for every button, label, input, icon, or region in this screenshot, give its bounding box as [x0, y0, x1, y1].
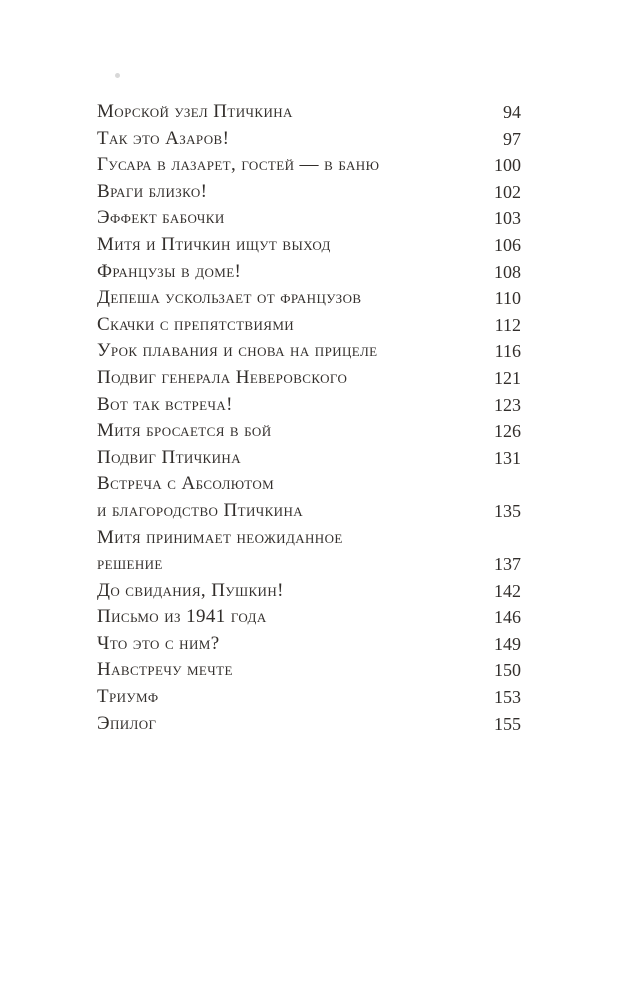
- toc-title-line: Митя принимает неожиданное: [97, 526, 343, 548]
- toc-entry-title: [97, 471, 303, 524]
- toc-entry-title: [97, 657, 233, 684]
- toc-title-line: решение: [97, 553, 163, 575]
- toc-entry: [97, 418, 521, 445]
- toc-entry-title: [97, 205, 225, 232]
- toc-entry-page-number: 142: [494, 580, 521, 601]
- toc-title-line: Что это с ним?: [97, 632, 220, 654]
- toc-entry-page-number: 131: [494, 447, 521, 468]
- toc-entry: [97, 578, 521, 605]
- toc-title-line: Гусара в лазарет, гостей — в баню: [97, 154, 380, 176]
- toc-title-line: Эффект бабочки: [97, 207, 225, 229]
- toc-entry-page-number: 116: [494, 341, 521, 362]
- toc-entry-page-number: 135: [494, 500, 521, 521]
- toc-entry: [97, 232, 521, 259]
- toc-entry-title: [97, 285, 361, 312]
- toc-entry-title: [97, 392, 233, 419]
- toc-entry-page-number: 153: [494, 687, 521, 708]
- toc-entry-page-number: 106: [494, 234, 521, 255]
- toc-entry-title: [97, 578, 284, 605]
- toc-entry-title: [97, 365, 347, 392]
- toc-entry: [97, 99, 521, 126]
- toc-title-line: Вот так встреча!: [97, 393, 233, 415]
- toc-entry-page-number: 146: [494, 607, 521, 628]
- toc-title-line: Письмо из 1941 года: [97, 606, 267, 628]
- toc-entry: [97, 126, 521, 153]
- toc-title-line: Эпилог: [97, 712, 157, 734]
- toc-entry-title: [97, 312, 294, 339]
- toc-entry-page-number: 94: [503, 102, 521, 122]
- toc-entry: [97, 711, 521, 738]
- scan-speck: [115, 73, 120, 78]
- toc-title-line: Скачки с препятствиями: [97, 313, 295, 335]
- toc-entry: [97, 152, 521, 179]
- toc-title-line: Так это Азаров!: [97, 127, 230, 149]
- toc-title-line: До свидания, Пушкин!: [97, 579, 284, 601]
- table-of-contents: [97, 99, 521, 737]
- toc-entry-title: [97, 418, 272, 445]
- toc-entry-title: [97, 179, 207, 206]
- toc-title-line: Подвиг генерала Неверовского: [97, 366, 348, 388]
- toc-entry: [97, 604, 521, 631]
- toc-title-line: Митя бросается в бой: [97, 420, 272, 442]
- toc-entry-page-number: 150: [494, 660, 521, 681]
- toc-entry-page-number: 155: [494, 713, 521, 734]
- toc-entry: [97, 338, 521, 365]
- toc-entry-title: [97, 631, 220, 658]
- toc-entry-title: [97, 338, 378, 365]
- toc-entry: [97, 631, 521, 658]
- toc-entry: [97, 684, 521, 711]
- toc-entry: [97, 179, 521, 206]
- toc-entry-title: [97, 445, 241, 472]
- toc-title-line: Встреча с Абсолютом: [97, 473, 275, 495]
- toc-title-line: Враги близко!: [97, 180, 208, 202]
- toc-title-line: Французы в доме!: [97, 260, 242, 282]
- toc-entry-page-number: 126: [494, 421, 521, 442]
- toc-entry-page-number: 149: [494, 633, 521, 654]
- toc-entry-title: [97, 152, 379, 179]
- toc-entry: [97, 205, 521, 232]
- toc-entry-page-number: 108: [494, 261, 521, 282]
- toc-entry-page-number: 110: [494, 288, 521, 309]
- toc-entry-page-number: 102: [494, 181, 521, 202]
- toc-entry: [97, 392, 521, 419]
- toc-title-line: Митя и Птичкин ищут выход: [97, 233, 331, 255]
- toc-entry: [97, 471, 521, 524]
- toc-entry-title: [97, 232, 331, 259]
- toc-entry-page-number: 137: [494, 554, 521, 575]
- toc-entry-title: [97, 684, 159, 711]
- toc-entry: [97, 285, 521, 312]
- toc-entry-title: [97, 604, 267, 631]
- toc-entry-page-number: 112: [494, 314, 521, 335]
- toc-title-line: Урок плавания и снова на прицеле: [97, 340, 378, 362]
- toc-title-line: Триумф: [97, 686, 159, 708]
- toc-entry: [97, 259, 521, 286]
- toc-entry: [97, 365, 521, 392]
- toc-title-line: Подвиг Птичкина: [97, 446, 241, 468]
- toc-entry: [97, 657, 521, 684]
- toc-entry-title: [97, 126, 229, 153]
- toc-title-line: Навстречу мечте: [97, 659, 233, 681]
- toc-entry: [97, 525, 521, 578]
- toc-entry: [97, 445, 521, 472]
- toc-entry-page-number: 103: [494, 208, 521, 229]
- toc-title-line: и благородство Птичкина: [97, 499, 304, 521]
- toc-entry-title: [97, 259, 241, 286]
- toc-title-line: Депеша ускользает от французов: [97, 287, 362, 309]
- toc-entry-title: [97, 99, 293, 126]
- toc-entry-page-number: 100: [494, 155, 521, 176]
- toc-entry-page-number: 121: [494, 367, 521, 388]
- toc-title-line: Морской узел Птичкина: [97, 101, 293, 122]
- toc-entry: [97, 312, 521, 339]
- toc-entry-title: [97, 711, 156, 738]
- toc-entry-title: [97, 525, 343, 578]
- toc-entry-page-number: 123: [494, 394, 521, 415]
- toc-entry-page-number: 97: [503, 128, 521, 149]
